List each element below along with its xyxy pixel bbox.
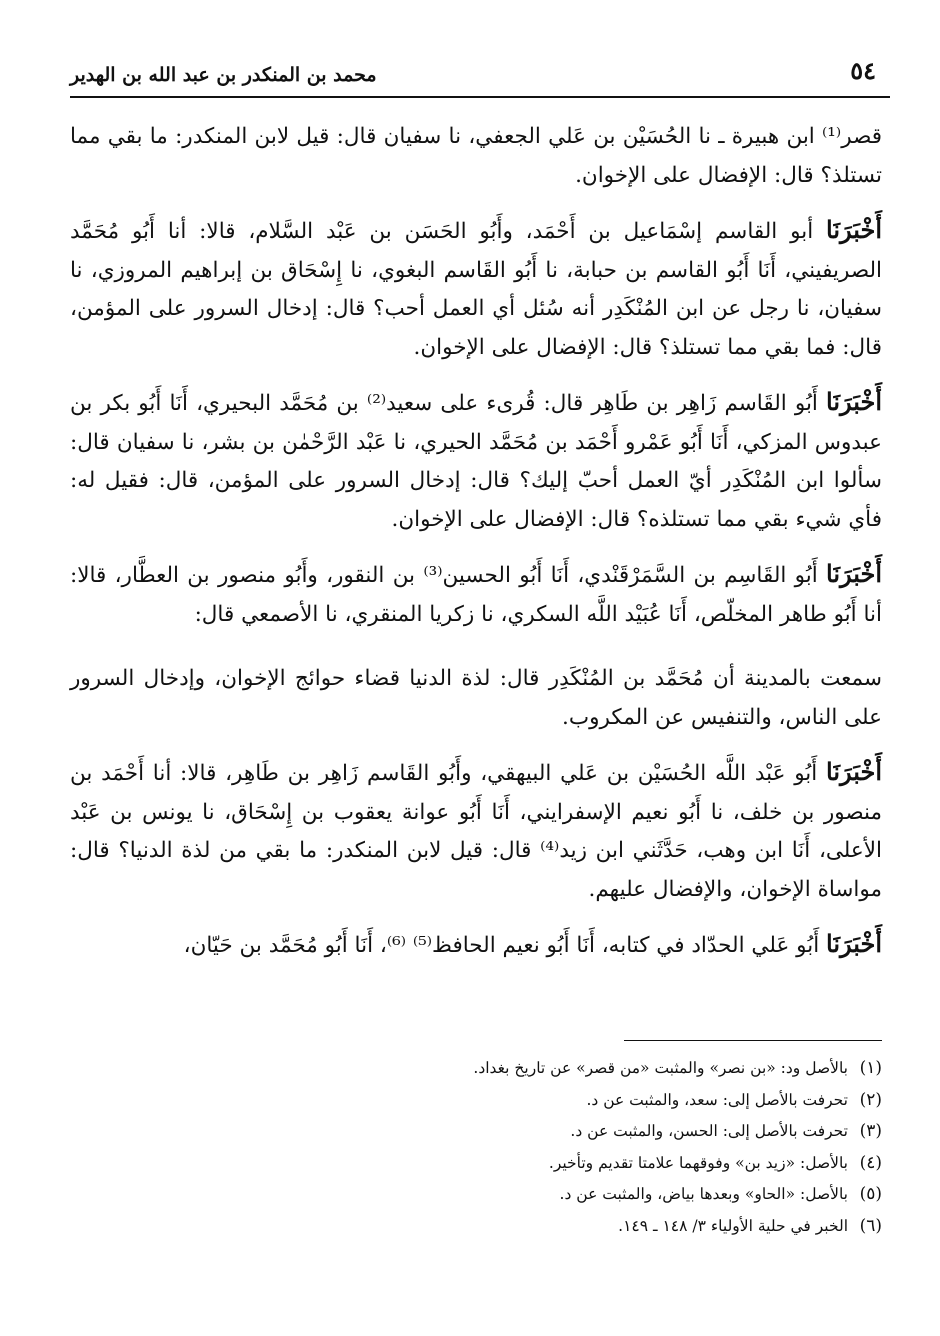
- footnote-text: بالأصل ود: «بن نصر» والمثبت «من قصر» عن تاريخ بغداد.: [473, 1059, 848, 1077]
- paragraph-text: أَبُو عَلي الحدّاد في كتابه، أَنَا أَبُو نعيم الحافظ⁽⁵⁾ ⁽⁶⁾، أَنَا أَبُو مُحَمَّد بن حَيّان،: [183, 933, 827, 958]
- footnote-number: (٤): [859, 1152, 882, 1173]
- footnote-number: (٥): [859, 1184, 882, 1204]
- footnote-text: تحرفت بالأصل إلى: الحسن، والمثبت عن د.: [570, 1122, 848, 1140]
- footnote-number: (١): [859, 1058, 882, 1078]
- footnote-text: تحرفت بالأصل إلى: سعد، والمثبت عن د.: [586, 1090, 848, 1109]
- footnote-item: [80, 1211, 882, 1243]
- paragraph: [70, 925, 882, 966]
- narration-keyword: أَخْبَرَنَا: [826, 215, 882, 244]
- narration-keyword: أَخْبَرَنَا: [826, 559, 882, 588]
- footnote-text: الخبر في حلية الأولياء ٣/ ١٤٨ ـ ١٤٩.: [618, 1216, 848, 1235]
- narration-keyword: أَخْبَرَنَا: [826, 387, 882, 416]
- page-header: [70, 56, 890, 98]
- main-text: [70, 118, 882, 982]
- footnote-text: بالأصل: «زيد بن» وفوقهما علامتا تقديم وتأخير.: [548, 1153, 848, 1172]
- paragraph: [70, 660, 882, 737]
- paragraph: [70, 118, 882, 195]
- footnote-item: [80, 1148, 882, 1180]
- paragraph-text: أَبُو عَبْد اللَّه الحُسَيْن بن عَلي البيهقي، وأَبُو القَاسم زَاهِر بن طَاهِر، قالا: أنا أَحْمَد بن منصور بن خلف، نا أَبُو نعيم الإسفرايني، أَنَا أَبُو عوانة يعقوب بن إِسْحَاق، نا يونس بن عَبْد الأعلى، أَنَا ابن وهب، حَدَّثَني ابن زيد⁽⁴⁾ قال: قيل لابن المنكدر: ما بقي من لذة الدنيا؟ قال: مواساة الإخوان، والإفضال عليهم.: [70, 761, 882, 902]
- page-number: ٥٤: [850, 56, 876, 85]
- footnote-list: [80, 1053, 882, 1242]
- paragraph-text: قصر⁽¹⁾ ابن هبيرة ـ نا الحُسَيْن بن عَلي الجعفي، نا سفيان قال: قيل لابن المنكدر: ما بقي مما تستلذ؟ قال: الإفضال على الإخوان.: [70, 124, 882, 188]
- footnote-number: (٢): [859, 1089, 882, 1110]
- narration-keyword: أَخْبَرَنَا: [826, 757, 882, 786]
- footnote-item: [80, 1053, 882, 1085]
- footnote-number: (٣): [859, 1121, 882, 1141]
- paragraph: [70, 211, 882, 367]
- footnote-item: [80, 1116, 882, 1148]
- paragraph-text: أَبُو القَاسم زَاهِر بن طَاهِر قال: قُرىء على سعيد⁽²⁾ بن مُحَمَّد البحيري، أَنَا أَبُو بكر بن عبدوس المزكي، أَنَا أَبُو عَمْرو أَحْمَد بن مُحَمَّد الحيري، نا عَبْد الرَّحْمٰن بن بشر، نا سفيان قال: سألوا ابن المُنْكَدِر أيّ العمل أحبّ إليك؟ قال: إدخال السرور على المؤمن، قال: فقيل له: فأي شيء بقي مما تستلذه؟ قال: الإفضال على الإخوان.: [70, 391, 882, 532]
- footnote-number: (٦): [859, 1215, 882, 1236]
- paragraph-text: أبو القاسم إسْمَاعيل بن أَحْمَد، وأَبُو الحَسَن بن عَبْد السَّلام، قالا: أنا أَبُو مُحَمَّد الصريفيني، أَنَا أَبُو القاسم بن حبابة، نا أَبُو القَاسم البغوي، نا إِسْحَاق بن إبراهيم المروزي، نا سفيان، نا رجل عن ابن المُنْكَدِر أنه سُئل أي العمل أحب؟ قال: إدخال السرور على المؤمن، قال: فما بقي مما تستلذ؟ قال: الإفضال على الإخوان.: [70, 219, 882, 360]
- paragraph: [70, 753, 882, 909]
- narration-keyword: أَخْبَرَنَا: [826, 929, 882, 958]
- paragraph: [70, 555, 882, 634]
- running-title: محمد بن المنكدر بن عبد الله بن الهدير: [70, 64, 377, 86]
- footnote-text: بالأصل: «الحاو» وبعدها بياض، والمثبت عن د.: [559, 1185, 848, 1203]
- footnote-divider: [624, 1040, 882, 1041]
- paragraph-text: سمعت بالمدينة أن مُحَمَّد بن المُنْكَدِر قال: لذة الدنيا قضاء حوائج الإخوان، وإدخال السرور على الناس، والتنفيس عن المكروب.: [70, 666, 882, 730]
- paragraph-text: أَبُو القَاسِم بن السَّمَرْقَنْدي، أَنَا أَبُو الحسين⁽³⁾ بن النقور، وأَبُو منصور بن العطَّار، قالا: أنا أَبُو طاهر المخلّص، أَنَا عُبَيْد اللَّه السكري، نا زكريا المنقري، نا الأصمعي قال:: [70, 563, 882, 627]
- paragraph: [70, 383, 882, 539]
- footnotes: [80, 1040, 882, 1242]
- footnote-item: [80, 1179, 882, 1211]
- footnote-item: [80, 1085, 882, 1117]
